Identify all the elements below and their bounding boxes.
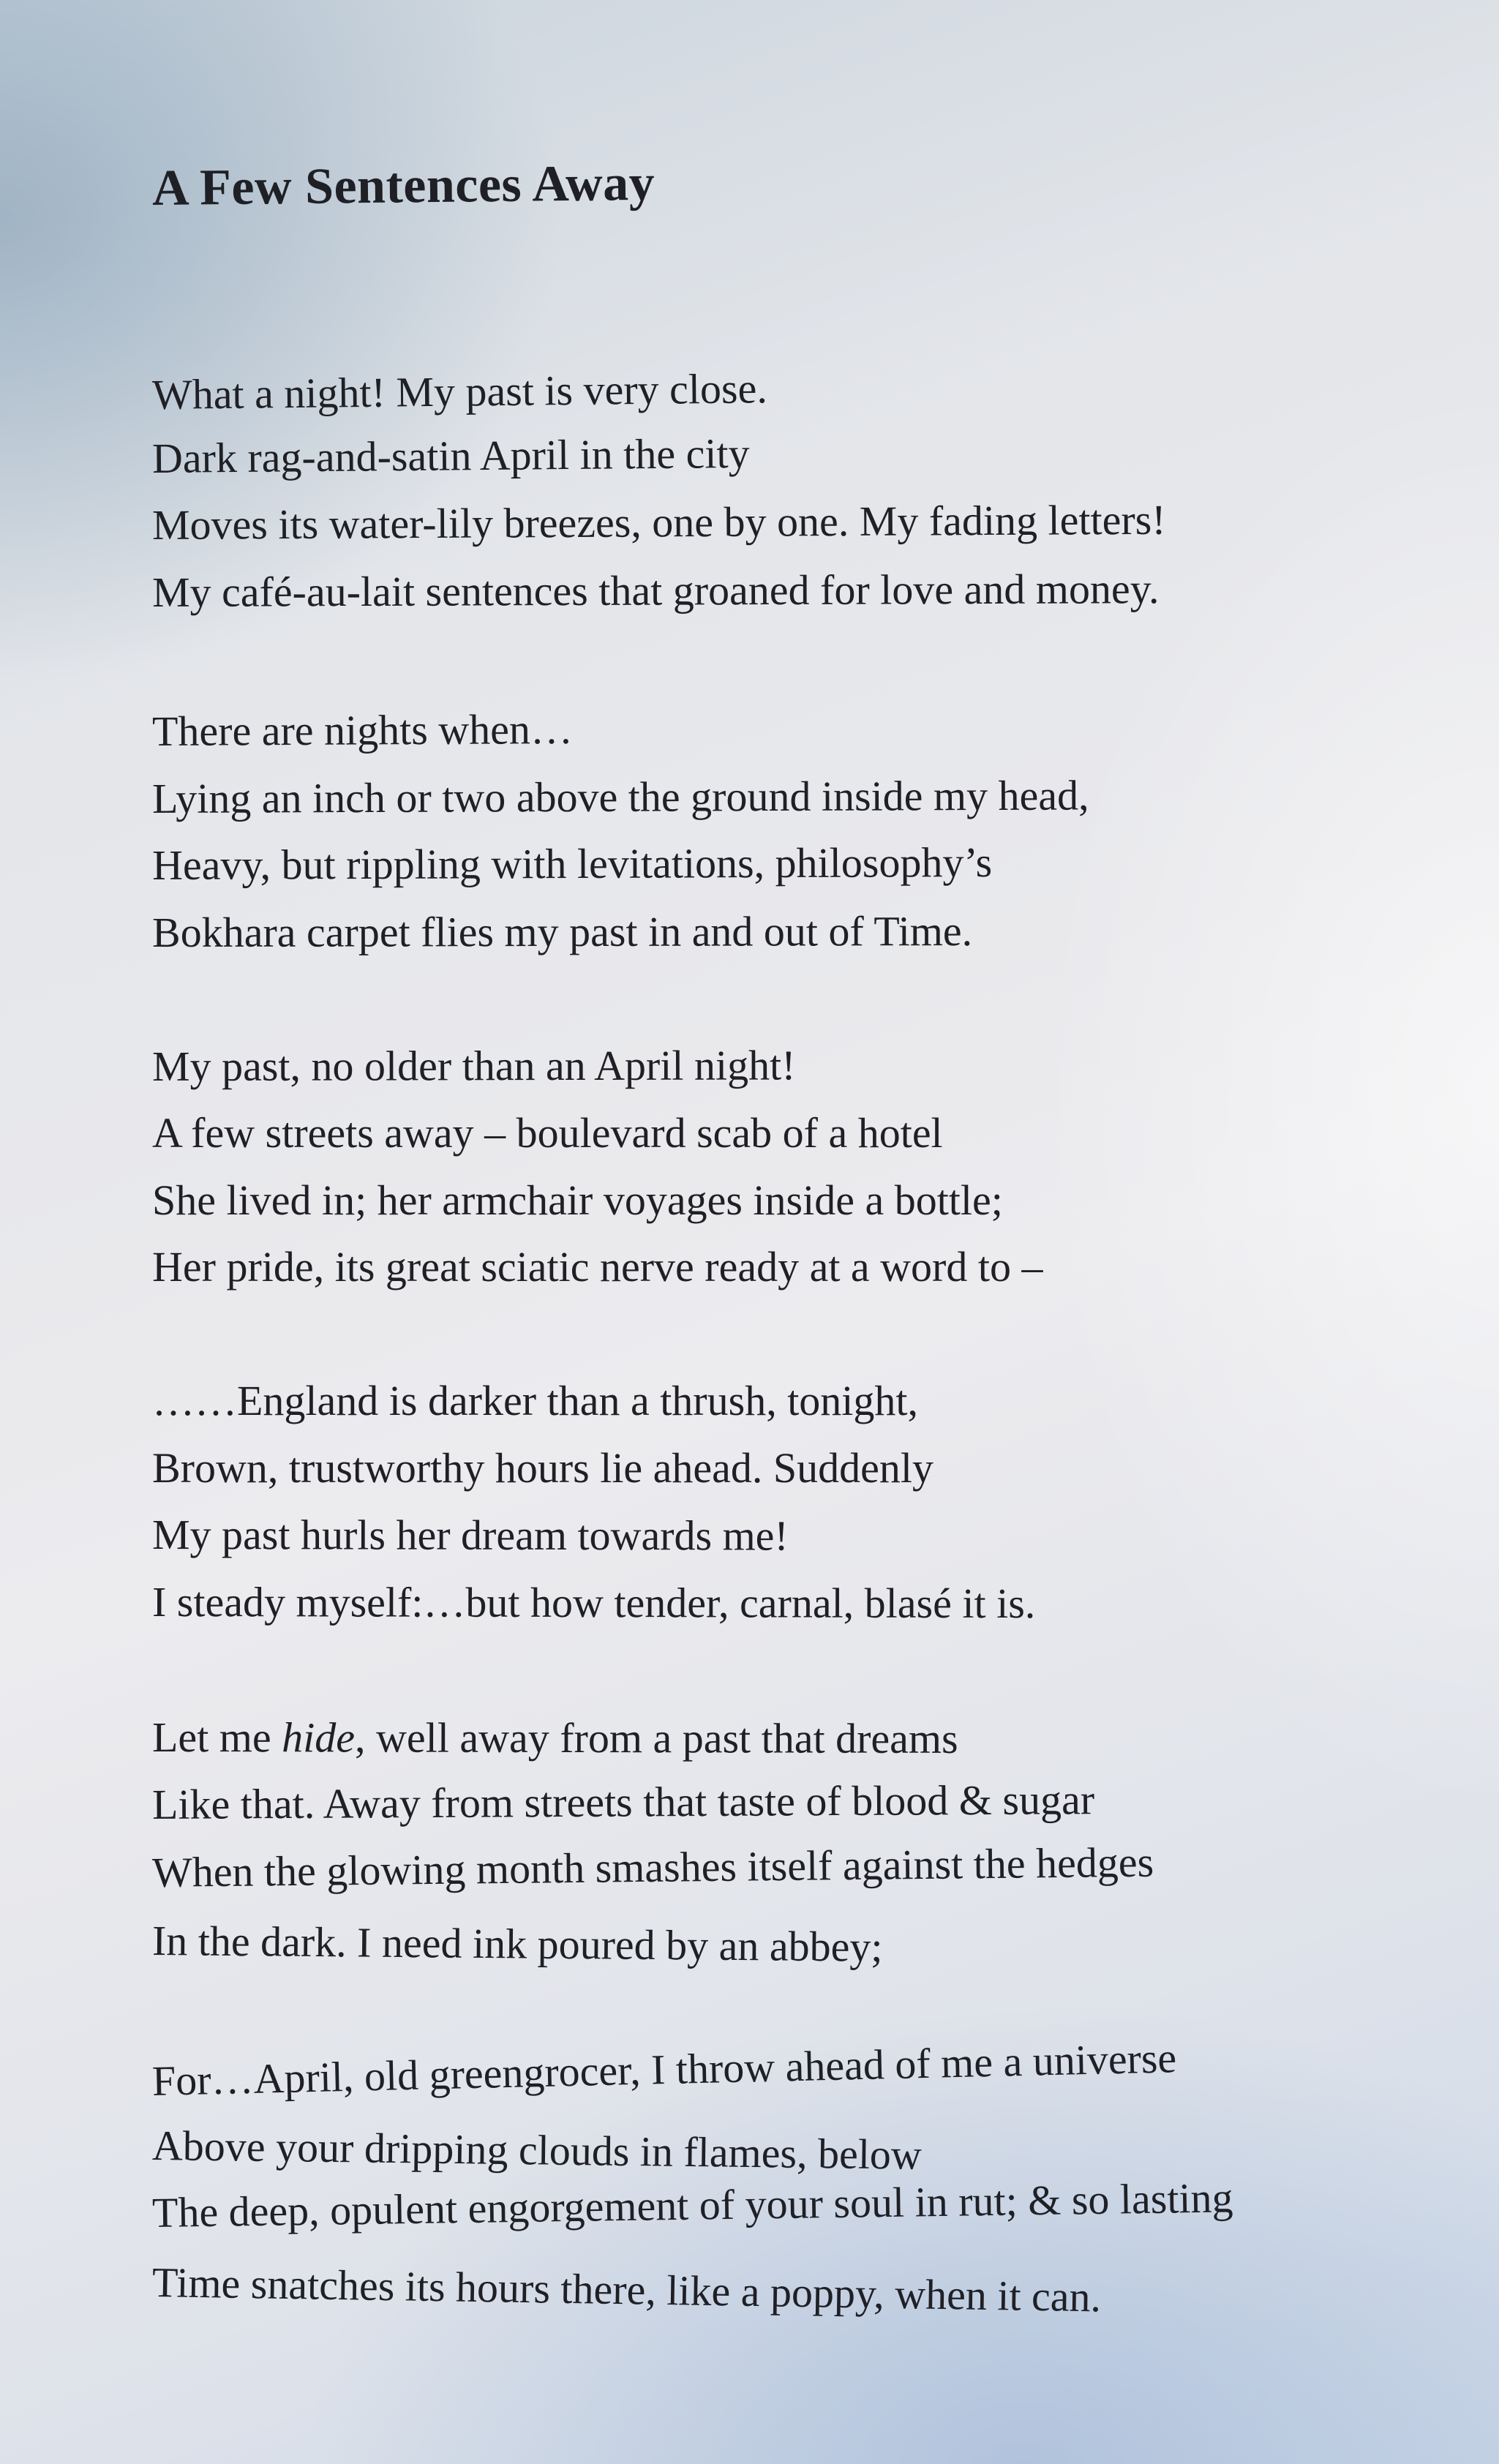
poem-line: My café-au-lait sentences that groaned for love and money.	[151, 565, 1160, 616]
poem-line: My past hurls her dream towards me!	[151, 1511, 789, 1560]
poem-line: A few streets away – boulevard scab of a hotel	[152, 1109, 943, 1157]
poem-line	[152, 1712, 958, 1765]
poem-line: In the dark. I need ink poured by an abbey;	[151, 1917, 883, 1971]
poem-line: Lying an inch or two above the ground inside my head,	[151, 771, 1089, 822]
poem-line: Time snatches its hours there, like a poppy, when it can.	[151, 2258, 1102, 2321]
poem-line-text: , well away from a past that dreams	[354, 1713, 958, 1762]
poem-line: She lived in; her armchair voyages inside a bottle;	[152, 1176, 1003, 1224]
poem-line: Her pride, its great sciatic nerve ready at a word to –	[152, 1243, 1043, 1291]
poem-title: A Few Sentences Away	[151, 154, 655, 217]
poem-line-text: Let me	[151, 1713, 282, 1762]
poem-line: Like that. Away from streets that taste of blood & sugar	[151, 1776, 1095, 1828]
poem-line: The deep, opulent engorgement of your soul in rut; & so lasting	[151, 2174, 1233, 2236]
poem-line: When the glowing month smashes itself against the hedges	[151, 1838, 1154, 1896]
poem-line: Moves its water-lily breezes, one by one. My fading letters!	[151, 495, 1166, 549]
poem-line: Heavy, but rippling with levitations, philosophy’s	[151, 838, 993, 889]
poem-line: What a night! My past is very close.	[151, 364, 768, 418]
poem-line: ……England is darker than a thrush, tonight,	[152, 1377, 919, 1424]
poem-line: Bokhara carpet flies my past in and out of Time.	[151, 907, 973, 956]
poem-line: For…April, old greengrocer, I throw ahead of me a universe	[151, 2034, 1177, 2105]
italic-word: hide	[282, 1713, 356, 1762]
poem-line: I steady myself:…but how tender, carnal, blasé it is.	[151, 1578, 1036, 1628]
poem-line: Above your dripping clouds in flames, below	[151, 2122, 923, 2179]
poem-line: There are nights when…	[151, 705, 574, 755]
poem-line: My past, no older than an April night!	[151, 1041, 796, 1090]
poem-line: Dark rag-and-satin April in the city	[151, 429, 750, 482]
poem-line: Brown, trustworthy hours lie ahead. Suddenly	[152, 1444, 934, 1492]
